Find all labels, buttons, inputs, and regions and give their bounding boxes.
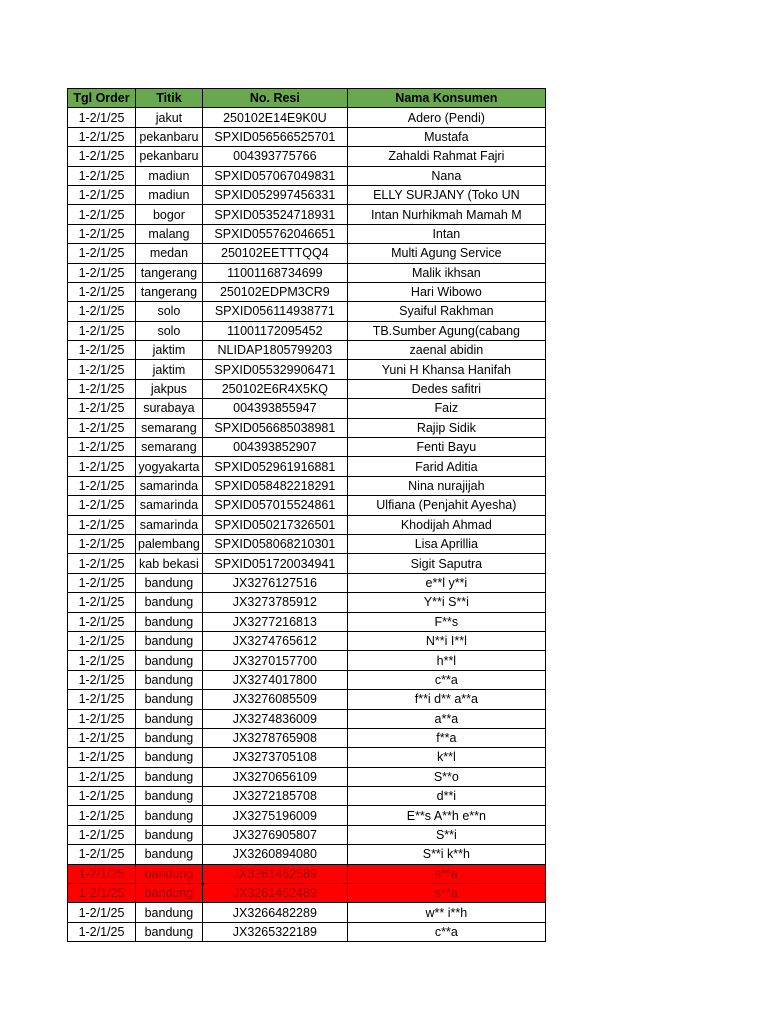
table-row xyxy=(68,787,546,806)
table-row xyxy=(68,147,546,166)
table-row xyxy=(68,341,546,360)
cell-no-resi[interactable]: 11001168734699 xyxy=(202,263,347,282)
cell-tgl-order[interactable]: 1-2/1/25 xyxy=(68,244,136,263)
cell-nama-konsumen[interactable]: TB.Sumber Agung(cabang xyxy=(347,321,545,340)
cell-no-resi[interactable]: JX3274017800 xyxy=(202,670,347,689)
cell-no-resi[interactable]: SPXID051720034941 xyxy=(202,554,347,573)
cell-titik[interactable]: jaktim xyxy=(136,341,203,360)
cell-titik[interactable]: samarinda xyxy=(136,476,203,495)
cell-titik[interactable]: bandung xyxy=(136,864,203,883)
cell-titik[interactable]: yogyakarta xyxy=(136,457,203,476)
cell-no-resi[interactable]: JX3270656109 xyxy=(202,767,347,786)
cell-titik[interactable]: bandung xyxy=(136,728,203,747)
cell-titik[interactable]: bandung xyxy=(136,670,203,689)
cell-nama-konsumen[interactable]: Rajip Sidik xyxy=(347,418,545,437)
cell-tgl-order[interactable]: 1-2/1/25 xyxy=(68,806,136,825)
header-nama-konsumen: Nama Konsumen xyxy=(347,89,545,108)
cell-tgl-order[interactable]: 1-2/1/25 xyxy=(68,554,136,573)
cell-no-resi[interactable]: 004393775766 xyxy=(202,147,347,166)
table-row xyxy=(68,631,546,650)
cell-tgl-order[interactable]: 1-2/1/25 xyxy=(68,690,136,709)
cell-nama-konsumen[interactable]: c**a xyxy=(347,670,545,689)
cell-nama-konsumen[interactable]: Y**i S**i xyxy=(347,593,545,612)
table-row xyxy=(68,845,546,864)
cell-tgl-order[interactable]: 1-2/1/25 xyxy=(68,651,136,670)
cell-nama-konsumen[interactable]: h**l xyxy=(347,651,545,670)
cell-nama-konsumen[interactable]: ELLY SURJANY (Toko UN xyxy=(347,185,545,204)
cell-tgl-order[interactable]: 1-2/1/25 xyxy=(68,670,136,689)
cell-nama-konsumen[interactable]: Lisa Aprillia xyxy=(347,534,545,553)
table-row xyxy=(68,884,546,903)
table-row xyxy=(68,670,546,689)
table-row xyxy=(68,496,546,515)
table-row xyxy=(68,185,546,204)
table-row xyxy=(68,748,546,767)
cell-no-resi[interactable]: 004393855947 xyxy=(202,399,347,418)
cell-tgl-order[interactable]: 1-2/1/25 xyxy=(68,864,136,883)
cell-tgl-order[interactable]: 1-2/1/25 xyxy=(68,845,136,864)
cell-titik[interactable]: bandung xyxy=(136,787,203,806)
cell-tgl-order[interactable]: 1-2/1/25 xyxy=(68,748,136,767)
cell-no-resi[interactable]: 250102E14E9K0U xyxy=(202,108,347,127)
cell-nama-konsumen[interactable]: s**a xyxy=(347,884,545,903)
cell-no-resi[interactable]: SPXID052997456331 xyxy=(202,185,347,204)
cell-tgl-order[interactable]: 1-2/1/25 xyxy=(68,224,136,243)
cell-tgl-order[interactable]: 1-2/1/25 xyxy=(68,922,136,941)
cell-titik[interactable]: bogor xyxy=(136,205,203,224)
cell-titik[interactable]: tangerang xyxy=(136,263,203,282)
cell-no-resi[interactable]: 004393852907 xyxy=(202,438,347,457)
cell-nama-konsumen[interactable]: w** i**h xyxy=(347,903,545,922)
cell-tgl-order[interactable]: 1-2/1/25 xyxy=(68,282,136,301)
cell-tgl-order[interactable]: 1-2/1/25 xyxy=(68,515,136,534)
cell-nama-konsumen[interactable]: d**i xyxy=(347,787,545,806)
cell-nama-konsumen[interactable]: c**a xyxy=(347,922,545,941)
table-row xyxy=(68,593,546,612)
table-row xyxy=(68,418,546,437)
cell-nama-konsumen[interactable]: N**i I**l xyxy=(347,631,545,650)
cell-no-resi[interactable]: SPXID058068210301 xyxy=(202,534,347,553)
cell-nama-konsumen[interactable]: Malik ikhsan xyxy=(347,263,545,282)
cell-tgl-order[interactable]: 1-2/1/25 xyxy=(68,767,136,786)
cell-nama-konsumen[interactable]: E**s A**h e**n xyxy=(347,806,545,825)
cell-nama-konsumen[interactable]: Faiz xyxy=(347,399,545,418)
table-row xyxy=(68,476,546,495)
cell-no-resi[interactable]: 250102EDPM3CR9 xyxy=(202,282,347,301)
cell-tgl-order[interactable]: 1-2/1/25 xyxy=(68,147,136,166)
cell-no-resi[interactable]: JX3261462589 xyxy=(202,864,347,883)
cell-titik[interactable]: madiun xyxy=(136,166,203,185)
cell-titik[interactable]: pekanbaru xyxy=(136,127,203,146)
header-row xyxy=(68,89,546,108)
cell-nama-konsumen[interactable]: e**l y**i xyxy=(347,573,545,592)
cell-tgl-order[interactable]: 1-2/1/25 xyxy=(68,379,136,398)
cell-nama-konsumen[interactable]: Hari Wibowo xyxy=(347,282,545,301)
cell-nama-konsumen[interactable]: Zahaldi Rahmat Fajri xyxy=(347,147,545,166)
cell-tgl-order[interactable]: 1-2/1/25 xyxy=(68,399,136,418)
cell-titik[interactable]: bandung xyxy=(136,573,203,592)
cell-titik[interactable]: malang xyxy=(136,224,203,243)
table-row xyxy=(68,263,546,282)
table-row xyxy=(68,302,546,321)
cell-tgl-order[interactable]: 1-2/1/25 xyxy=(68,360,136,379)
table-row xyxy=(68,515,546,534)
cell-titik[interactable]: tangerang xyxy=(136,282,203,301)
cell-titik[interactable]: solo xyxy=(136,321,203,340)
cell-titik[interactable]: bandung xyxy=(136,593,203,612)
cell-no-resi[interactable]: JX3276127516 xyxy=(202,573,347,592)
cell-no-resi[interactable]: JX3276905807 xyxy=(202,825,347,844)
cell-tgl-order[interactable]: 1-2/1/25 xyxy=(68,903,136,922)
cell-tgl-order[interactable]: 1-2/1/25 xyxy=(68,321,136,340)
cell-no-resi[interactable]: JX3260894080 xyxy=(202,845,347,864)
cell-no-resi[interactable]: SPXID056685038981 xyxy=(202,418,347,437)
cell-tgl-order[interactable]: 1-2/1/25 xyxy=(68,341,136,360)
cell-no-resi[interactable]: JX3273705108 xyxy=(202,748,347,767)
cell-titik[interactable]: semarang xyxy=(136,438,203,457)
cell-titik[interactable]: samarinda xyxy=(136,515,203,534)
table-body xyxy=(68,108,546,942)
cell-no-resi[interactable]: SPXID055762046651 xyxy=(202,224,347,243)
cell-nama-konsumen[interactable]: zaenal abidin xyxy=(347,341,545,360)
cell-titik[interactable]: jakut xyxy=(136,108,203,127)
cell-nama-konsumen[interactable]: Sigit Saputra xyxy=(347,554,545,573)
cell-nama-konsumen[interactable]: Ulfiana (Penjahit Ayesha) xyxy=(347,496,545,515)
table-row xyxy=(68,379,546,398)
cell-no-resi[interactable]: JX3274836009 xyxy=(202,709,347,728)
cell-nama-konsumen[interactable]: a**a xyxy=(347,709,545,728)
cell-no-resi[interactable]: SPXID050217326501 xyxy=(202,515,347,534)
cell-titik[interactable]: surabaya xyxy=(136,399,203,418)
cell-titik[interactable]: bandung xyxy=(136,922,203,941)
cell-nama-konsumen[interactable]: Mustafa xyxy=(347,127,545,146)
cell-nama-konsumen[interactable]: Syaiful Rakhman xyxy=(347,302,545,321)
cell-no-resi[interactable]: JX3270157700 xyxy=(202,651,347,670)
cell-titik[interactable]: medan xyxy=(136,244,203,263)
cell-nama-konsumen[interactable]: S**i k**h xyxy=(347,845,545,864)
cell-no-resi[interactable]: JX3275196009 xyxy=(202,806,347,825)
cell-nama-konsumen[interactable]: S**i xyxy=(347,825,545,844)
table-row xyxy=(68,321,546,340)
cell-nama-konsumen[interactable]: Intan xyxy=(347,224,545,243)
table-row xyxy=(68,864,546,883)
cell-tgl-order[interactable]: 1-2/1/25 xyxy=(68,263,136,282)
cell-titik[interactable]: bandung xyxy=(136,690,203,709)
table-row xyxy=(68,282,546,301)
cell-no-resi[interactable]: SPXID057067049831 xyxy=(202,166,347,185)
cell-titik[interactable]: jaktim xyxy=(136,360,203,379)
cell-tgl-order[interactable]: 1-2/1/25 xyxy=(68,108,136,127)
cell-tgl-order[interactable]: 1-2/1/25 xyxy=(68,496,136,515)
cell-nama-konsumen[interactable]: Fenti Bayu xyxy=(347,438,545,457)
cell-no-resi[interactable]: NLIDAP1805799203 xyxy=(202,341,347,360)
cell-nama-konsumen[interactable]: f**i d** a**a xyxy=(347,690,545,709)
cell-titik[interactable]: bandung xyxy=(136,884,203,903)
cell-titik[interactable]: bandung xyxy=(136,845,203,864)
order-table xyxy=(67,88,546,942)
table-row xyxy=(68,825,546,844)
cell-titik[interactable]: semarang xyxy=(136,418,203,437)
table-row xyxy=(68,127,546,146)
table-row xyxy=(68,166,546,185)
cell-tgl-order[interactable]: 1-2/1/25 xyxy=(68,534,136,553)
cell-nama-konsumen[interactable]: k**l xyxy=(347,748,545,767)
cell-nama-konsumen[interactable]: Khodijah Ahmad xyxy=(347,515,545,534)
cell-tgl-order[interactable]: 1-2/1/25 xyxy=(68,825,136,844)
cell-titik[interactable]: madiun xyxy=(136,185,203,204)
cell-no-resi[interactable]: SPXID055329906471 xyxy=(202,360,347,379)
table-row xyxy=(68,534,546,553)
cell-nama-konsumen[interactable]: Farid Aditia xyxy=(347,457,545,476)
cell-tgl-order[interactable]: 1-2/1/25 xyxy=(68,127,136,146)
cell-tgl-order[interactable]: 1-2/1/25 xyxy=(68,631,136,650)
cell-no-resi[interactable]: JX3274765612 xyxy=(202,631,347,650)
table-row xyxy=(68,922,546,941)
cell-titik[interactable]: jakpus xyxy=(136,379,203,398)
cell-tgl-order[interactable]: 1-2/1/25 xyxy=(68,457,136,476)
cell-titik[interactable]: bandung xyxy=(136,903,203,922)
cell-no-resi[interactable]: SPXID056566525701 xyxy=(202,127,347,146)
cell-tgl-order[interactable]: 1-2/1/25 xyxy=(68,205,136,224)
cell-titik[interactable]: bandung xyxy=(136,767,203,786)
cell-no-resi[interactable]: JX3261462489 xyxy=(202,884,347,903)
cell-titik[interactable]: kab bekasi xyxy=(136,554,203,573)
table-row xyxy=(68,554,546,573)
cell-no-resi[interactable]: 11001172095452 xyxy=(202,321,347,340)
cell-no-resi[interactable]: 250102EETTTQQ4 xyxy=(202,244,347,263)
table-row xyxy=(68,767,546,786)
table-row xyxy=(68,108,546,127)
cell-titik[interactable]: bandung xyxy=(136,825,203,844)
cell-tgl-order[interactable]: 1-2/1/25 xyxy=(68,166,136,185)
cell-tgl-order[interactable]: 1-2/1/25 xyxy=(68,787,136,806)
table-row xyxy=(68,399,546,418)
header-titik: Titik xyxy=(136,89,203,108)
cell-titik[interactable]: bandung xyxy=(136,806,203,825)
table-row xyxy=(68,244,546,263)
table-row xyxy=(68,903,546,922)
cell-no-resi[interactable]: JX3273785912 xyxy=(202,593,347,612)
header-tgl-order: Tgl Order xyxy=(68,89,136,108)
cell-titik[interactable]: palembang xyxy=(136,534,203,553)
cell-titik[interactable]: solo xyxy=(136,302,203,321)
cell-no-resi[interactable]: JX3278765908 xyxy=(202,728,347,747)
cell-no-resi[interactable]: SPXID053524718931 xyxy=(202,205,347,224)
cell-titik[interactable]: bandung xyxy=(136,631,203,650)
cell-nama-konsumen[interactable]: Nina nurajijah xyxy=(347,476,545,495)
cell-no-resi[interactable]: SPXID056114938771 xyxy=(202,302,347,321)
cell-no-resi[interactable]: JX3276085509 xyxy=(202,690,347,709)
table-row xyxy=(68,224,546,243)
cell-no-resi[interactable]: SPXID052961916881 xyxy=(202,457,347,476)
cell-titik[interactable]: bandung xyxy=(136,651,203,670)
cell-tgl-order[interactable]: 1-2/1/25 xyxy=(68,302,136,321)
table-row xyxy=(68,806,546,825)
cell-nama-konsumen[interactable]: Intan Nurhikmah Mamah M xyxy=(347,205,545,224)
cell-no-resi[interactable]: SPXID057015524861 xyxy=(202,496,347,515)
cell-tgl-order[interactable]: 1-2/1/25 xyxy=(68,418,136,437)
cell-titik[interactable]: samarinda xyxy=(136,496,203,515)
cell-no-resi[interactable]: JX3266482289 xyxy=(202,903,347,922)
table-row xyxy=(68,651,546,670)
cell-no-resi[interactable]: 250102E6R4X5KQ xyxy=(202,379,347,398)
cell-nama-konsumen[interactable]: s**a xyxy=(347,864,545,883)
cell-nama-konsumen[interactable]: f**a xyxy=(347,728,545,747)
table-row xyxy=(68,728,546,747)
cell-tgl-order[interactable]: 1-2/1/25 xyxy=(68,593,136,612)
table-row xyxy=(68,612,546,631)
cell-no-resi[interactable]: JX3265322189 xyxy=(202,922,347,941)
table-row xyxy=(68,438,546,457)
cell-nama-konsumen[interactable]: Adero (Pendi) xyxy=(347,108,545,127)
cell-tgl-order[interactable]: 1-2/1/25 xyxy=(68,728,136,747)
cell-nama-konsumen[interactable]: Nana xyxy=(347,166,545,185)
cell-titik[interactable]: bandung xyxy=(136,709,203,728)
cell-tgl-order[interactable]: 1-2/1/25 xyxy=(68,612,136,631)
cell-no-resi[interactable]: SPXID058482218291 xyxy=(202,476,347,495)
table-row xyxy=(68,690,546,709)
table-row xyxy=(68,573,546,592)
cell-no-resi[interactable]: JX3272185708 xyxy=(202,787,347,806)
table-row xyxy=(68,360,546,379)
cell-nama-konsumen[interactable]: Dedes safitri xyxy=(347,379,545,398)
cell-tgl-order[interactable]: 1-2/1/25 xyxy=(68,185,136,204)
cell-titik[interactable]: pekanbaru xyxy=(136,147,203,166)
cell-nama-konsumen[interactable]: Yuni H Khansa Hanifah xyxy=(347,360,545,379)
cell-tgl-order[interactable]: 1-2/1/25 xyxy=(68,573,136,592)
cell-no-resi[interactable]: JX3277216813 xyxy=(202,612,347,631)
cell-tgl-order[interactable]: 1-2/1/25 xyxy=(68,438,136,457)
table-row xyxy=(68,709,546,728)
cell-titik[interactable]: bandung xyxy=(136,612,203,631)
cell-tgl-order[interactable]: 1-2/1/25 xyxy=(68,476,136,495)
cell-nama-konsumen[interactable]: Multi Agung Service xyxy=(347,244,545,263)
cell-nama-konsumen[interactable]: S**o xyxy=(347,767,545,786)
cell-titik[interactable]: bandung xyxy=(136,748,203,767)
cell-nama-konsumen[interactable]: F**s xyxy=(347,612,545,631)
header-no-resi: No. Resi xyxy=(202,89,347,108)
cell-tgl-order[interactable]: 1-2/1/25 xyxy=(68,709,136,728)
table-row xyxy=(68,457,546,476)
cell-tgl-order[interactable]: 1-2/1/25 xyxy=(68,884,136,903)
table-row xyxy=(68,205,546,224)
